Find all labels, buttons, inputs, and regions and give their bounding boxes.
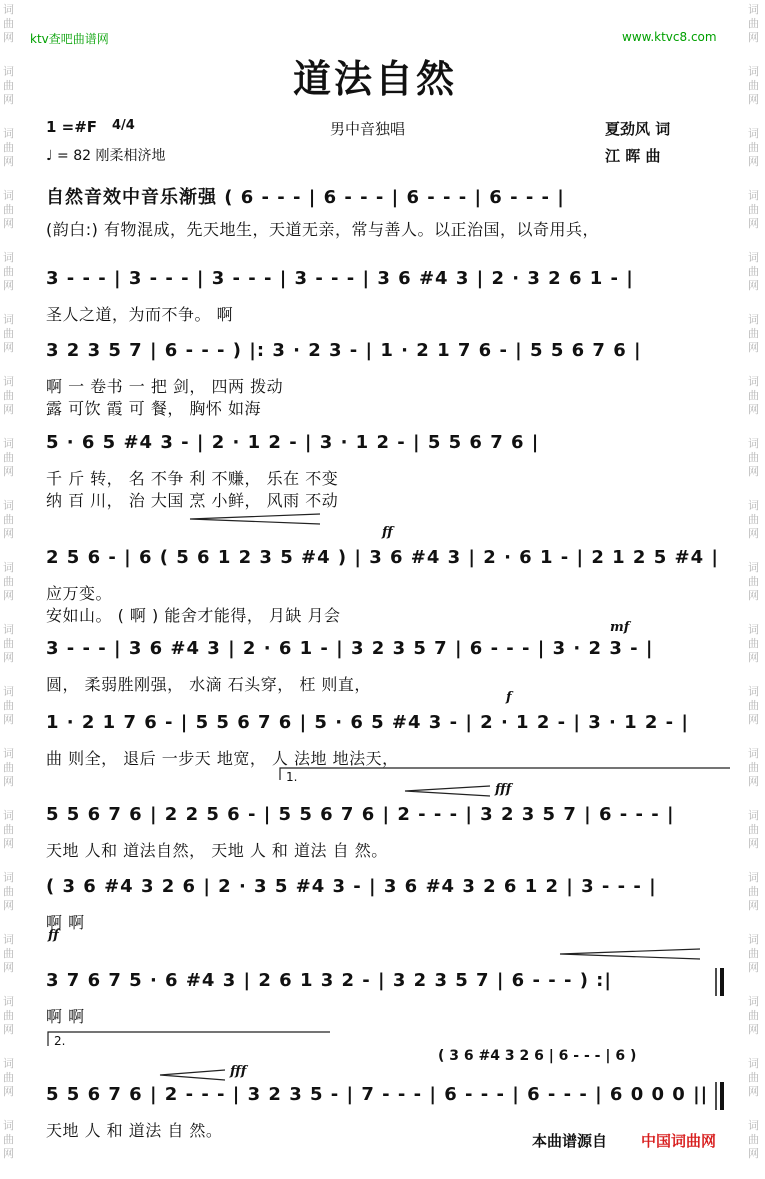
watermark-char: 曲 <box>748 885 759 898</box>
dynamic-mf: mf <box>610 620 630 635</box>
watermark-char: 词 <box>748 747 759 760</box>
watermark-char: 词 <box>748 623 759 636</box>
lyric-line: 圣人之道，为而不争。 啊 <box>46 305 234 324</box>
watermark-char: 词 <box>3 127 14 140</box>
notation-line: 自然音效中音乐渐强 ( 6 - - - | 6 - - - | 6 - - - | 6 - - - | <box>46 187 565 208</box>
notation-line: 2 5 6 - | 6 ( 5 6 1 2 3 5 #4 ) | 3 6 #4 3 | 2 · 6 1 - | 2 1 2 5 #4 | <box>46 547 719 568</box>
watermark-char: 网 <box>3 465 14 478</box>
watermark-char: 曲 <box>3 1133 14 1146</box>
watermark-char: 网 <box>3 1085 14 1098</box>
watermark-char: 网 <box>3 155 14 168</box>
watermark-char: 网 <box>3 1147 14 1160</box>
watermark-char: 曲 <box>3 141 14 154</box>
volta-second-bracket <box>48 1032 330 1046</box>
watermark-char: 词 <box>3 685 14 698</box>
header-left-site[interactable]: ktv查吧曲谱网 <box>30 32 109 46</box>
performer: 男中音独唱 <box>330 120 406 138</box>
volta-second-label: 2. <box>54 1034 66 1048</box>
notation-line: 5 5 6 7 6 | 2 - - - | 3 2 3 5 - | 7 - - - | 6 - - - | 6 - - - | 6 0 0 0 || <box>46 1084 709 1105</box>
watermark-char: 网 <box>748 961 759 974</box>
watermark-char: 词 <box>748 313 759 326</box>
watermark-char: 曲 <box>748 761 759 774</box>
watermark-char: 网 <box>3 899 14 912</box>
notation-line: 5 · 6 5 #4 3 - | 2 · 1 2 - | 3 · 1 2 - | 5 5 6 7 6 | <box>46 432 540 453</box>
watermark-char: 曲 <box>748 203 759 216</box>
watermark-char: 词 <box>748 127 759 140</box>
watermark-char: 词 <box>748 871 759 884</box>
watermark-char: 网 <box>748 527 759 540</box>
watermark-char: 网 <box>3 93 14 106</box>
lyric-line: (韵白:) 有物混成，先天地生，天道无亲，常与善人。以正治国，以奇用兵， <box>46 220 599 239</box>
watermark-char: 网 <box>748 837 759 850</box>
watermark-char: 曲 <box>748 451 759 464</box>
watermark-char: 曲 <box>3 513 14 526</box>
watermark-char: 曲 <box>748 947 759 960</box>
watermark-char: 网 <box>748 217 759 230</box>
watermark-char: 词 <box>3 1057 14 1070</box>
watermark-char: 曲 <box>3 823 14 836</box>
watermark-char: 词 <box>748 499 759 512</box>
lyric-line: 千 斤 转， 名 不争 利 不赚， 乐在 不变 <box>46 469 339 488</box>
watermark-char: 曲 <box>3 637 14 650</box>
watermark-char: 词 <box>3 3 14 16</box>
watermark-char: 曲 <box>3 1009 14 1022</box>
lyric-line: 天地 人 和 道法 自 然。 <box>46 1121 223 1140</box>
watermark-char: 曲 <box>3 265 14 278</box>
lyric-line: 露 可饮 霞 可 餐， 胸怀 如海 <box>46 399 262 418</box>
watermark-char: 网 <box>748 93 759 106</box>
watermark-char: 曲 <box>748 79 759 92</box>
watermark-char: 词 <box>3 871 14 884</box>
watermark-char: 网 <box>3 1023 14 1036</box>
volta-first-label: 1. <box>286 770 298 784</box>
notation-line: ( 3 6 #4 3 2 6 | 2 · 3 5 #4 3 - | 3 6 #4 3 2 6 1 2 | 3 - - - | <box>46 876 657 897</box>
watermark-char: 曲 <box>748 265 759 278</box>
watermark-char: 曲 <box>3 17 14 30</box>
hairpin-2 <box>405 786 490 796</box>
watermark-char: 词 <box>3 65 14 78</box>
dynamic-ff-2: ff <box>48 928 59 943</box>
lyric-line: 安如山。 ( 啊 ) 能舍才能得， 月缺 月会 <box>46 606 341 625</box>
watermark-char: 词 <box>3 375 14 388</box>
watermark-char: 曲 <box>748 17 759 30</box>
watermark-char: 曲 <box>748 699 759 712</box>
watermark-char: 词 <box>3 747 14 760</box>
watermark-char: 网 <box>3 651 14 664</box>
watermark-char: 词 <box>3 809 14 822</box>
watermark-char: 网 <box>3 217 14 230</box>
watermark-char: 网 <box>3 403 14 416</box>
watermark-char: 词 <box>748 3 759 16</box>
watermark-char: 词 <box>748 1119 759 1132</box>
watermark-char: 曲 <box>3 761 14 774</box>
source-prefix: 本曲谱源自 <box>532 1132 608 1150</box>
watermark-char: 词 <box>3 437 14 450</box>
notation-line: 5 5 6 7 6 | 2 2 5 6 - | 5 5 6 7 6 | 2 - - - | 3 2 3 5 7 | 6 - - - | <box>46 804 675 825</box>
watermark-char: 网 <box>3 589 14 602</box>
watermark-char: 网 <box>3 341 14 354</box>
hairpin-3 <box>160 1070 225 1080</box>
watermark-char: 词 <box>748 561 759 574</box>
lyric-line: 曲 则全， 退后 一步天 地宽， 人 法地 地法天， <box>46 749 399 768</box>
dynamic-f: f <box>506 690 512 705</box>
watermark-char: 网 <box>3 961 14 974</box>
watermark-char: 网 <box>3 527 14 540</box>
watermark-char: 词 <box>3 251 14 264</box>
watermark-char: 词 <box>748 189 759 202</box>
watermark-char: 网 <box>748 713 759 726</box>
watermark-char: 词 <box>3 561 14 574</box>
watermark-char: 网 <box>748 775 759 788</box>
watermark-char: 曲 <box>748 327 759 340</box>
watermark-char: 词 <box>3 313 14 326</box>
watermark-char: 曲 <box>3 885 14 898</box>
watermark-char: 曲 <box>3 389 14 402</box>
dynamic-fff: fff <box>495 782 512 797</box>
watermark-char: 曲 <box>748 575 759 588</box>
dynamic-fff-2: fff <box>230 1064 247 1079</box>
watermark-char: 词 <box>748 437 759 450</box>
source-site[interactable]: 中国词曲网 <box>641 1132 717 1150</box>
watermark-char: 网 <box>748 1147 759 1160</box>
watermark-char: 词 <box>3 499 14 512</box>
watermark-char: 网 <box>748 589 759 602</box>
page-title: 道法自然 <box>293 57 458 101</box>
watermark-char: 词 <box>3 623 14 636</box>
tempo: ♩ = 82 刚柔相济地 <box>46 148 166 164</box>
watermark-char: 曲 <box>748 823 759 836</box>
watermark-char: 词 <box>748 375 759 388</box>
watermark-char: 曲 <box>748 389 759 402</box>
coda-small-notation: ( 3 6 #4 3 2 6 | 6 - - - | 6 ) <box>438 1048 637 1064</box>
watermark-char: 网 <box>748 1085 759 1098</box>
watermark-char: 网 <box>748 899 759 912</box>
watermark-char: 词 <box>3 995 14 1008</box>
watermark-char: 词 <box>748 685 759 698</box>
watermark-char: 词 <box>748 1057 759 1070</box>
watermark-char: 网 <box>748 403 759 416</box>
hairpin-4 <box>560 949 700 959</box>
watermark-char: 词 <box>748 251 759 264</box>
watermark-char: 曲 <box>3 451 14 464</box>
watermark-char: 网 <box>748 155 759 168</box>
composer: 江 晖 曲 <box>605 147 661 165</box>
lyric-line: 圆， 柔弱胜刚强， 水滴 石头穿， 枉 则直， <box>46 675 371 694</box>
notation-line: 3 - - - | 3 - - - | 3 - - - | 3 - - - | 3 6 #4 3 | 2 · 3 2 6 1 - | <box>46 268 634 289</box>
lyric-line: 纳 百 川， 治 大国 烹 小鲜， 风雨 不动 <box>46 491 339 510</box>
watermark-char: 网 <box>748 279 759 292</box>
watermark-char: 曲 <box>3 699 14 712</box>
watermark-char: 词 <box>3 933 14 946</box>
watermark-char: 曲 <box>748 1071 759 1084</box>
watermark-char: 曲 <box>748 1133 759 1146</box>
watermark-char: 网 <box>3 279 14 292</box>
volta-first-bracket <box>280 768 730 780</box>
watermark-char: 曲 <box>3 947 14 960</box>
notation-line: 3 2 3 5 7 | 6 - - - ) |: 3 · 2 3 - | 1 · 2 1 7 6 - | 5 5 6 7 6 | <box>46 340 642 361</box>
watermark-char: 词 <box>748 65 759 78</box>
watermark-char: 曲 <box>748 141 759 154</box>
watermark-char: 词 <box>3 1119 14 1132</box>
lyric-line: 天地 人和 道法自然， 天地 人 和 道法 自 然。 <box>46 841 388 860</box>
lyric-line: 啊 啊 <box>46 1007 85 1026</box>
watermark-char: 网 <box>748 465 759 478</box>
watermark-char: 曲 <box>748 513 759 526</box>
notation-line: 3 7 6 7 5 · 6 #4 3 | 2 6 1 3 2 - | 3 2 3 5 7 | 6 - - - ) :| <box>46 970 612 991</box>
notation-line: 1 · 2 1 7 6 - | 5 5 6 7 6 | 5 · 6 5 #4 3 - | 2 · 1 2 - | 3 · 1 2 - | <box>46 712 689 733</box>
watermark-char: 网 <box>748 1023 759 1036</box>
key-signature: 1 =#F <box>46 118 98 136</box>
hairpin-1 <box>190 514 320 524</box>
watermark-char: 曲 <box>3 327 14 340</box>
watermark-char: 网 <box>3 713 14 726</box>
watermark-char: 网 <box>748 31 759 44</box>
watermark-char: 曲 <box>748 1009 759 1022</box>
header-right-site[interactable]: www.ktvc8.com <box>622 30 717 44</box>
watermark-char: 网 <box>3 31 14 44</box>
dynamic-ff: ff <box>382 525 393 540</box>
watermark-char: 网 <box>748 341 759 354</box>
time-signature: 4/4 <box>112 118 135 133</box>
lyric-line: 应万变。 <box>46 584 113 603</box>
watermark-char: 词 <box>3 189 14 202</box>
watermark-char: 词 <box>748 995 759 1008</box>
watermark-char: 曲 <box>3 1071 14 1084</box>
watermark-char: 曲 <box>3 575 14 588</box>
notation-line: 3 - - - | 3 6 #4 3 | 2 · 6 1 - | 3 2 3 5 7 | 6 - - - | 3 · 2 3 - | <box>46 638 654 659</box>
lyric-line: 啊 一 卷书 一 把 剑， 四两 拨动 <box>46 377 284 396</box>
lyricist: 夏劲风 词 <box>605 120 671 138</box>
watermark-char: 曲 <box>3 203 14 216</box>
watermark-char: 词 <box>748 809 759 822</box>
watermark-char: 网 <box>3 837 14 850</box>
watermark-char: 曲 <box>748 637 759 650</box>
watermark-char: 曲 <box>3 79 14 92</box>
watermark-char: 网 <box>748 651 759 664</box>
watermark-char: 网 <box>3 775 14 788</box>
lyric-line: 啊 啊 <box>46 913 85 932</box>
watermark-char: 词 <box>748 933 759 946</box>
